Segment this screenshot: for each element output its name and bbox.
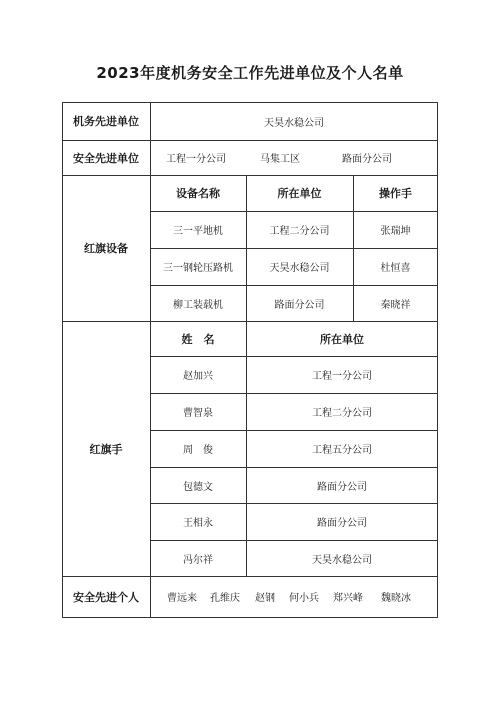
operator-unit: 路面分公司 <box>317 481 367 493</box>
safety-individuals-label: 安全先进个人 <box>73 590 139 604</box>
equipment-name: 三一钢轮压路机 <box>163 263 233 274</box>
operator-unit: 天昊水稳公司 <box>312 554 372 566</box>
safety-individual-name: 曹远来 <box>167 593 197 604</box>
equipment-operator: 秦晓祥 <box>380 299 411 311</box>
safety-individual-name: 魏晓冰 <box>381 593 411 604</box>
operator-unit: 路面分公司 <box>317 518 367 529</box>
equipment-unit: 工程二分公司 <box>269 226 330 237</box>
safety-individual-name: 何小兵 <box>289 593 319 604</box>
safety-unit-item: 马集工区 <box>260 154 300 165</box>
red-flag-operator-label: 红旗手 <box>89 442 123 456</box>
safety-unit-label: 安全先进单位 <box>73 151 139 165</box>
honor-table <box>62 102 438 618</box>
safety-unit-item: 工程一分公司 <box>166 154 226 165</box>
operator-name: 王相永 <box>183 518 213 529</box>
operator-unit-header: 所在单位 <box>320 332 364 346</box>
equipment-operator: 杜恒喜 <box>380 263 411 274</box>
operator-name-header: 姓 名 <box>181 332 215 346</box>
operator-name: 包德文 <box>183 481 213 493</box>
operator-name: 赵加兴 <box>183 371 213 382</box>
operator-unit: 工程五分公司 <box>312 445 372 456</box>
equipment-unit: 路面分公司 <box>274 299 325 311</box>
red-flag-equipment-label: 红旗设备 <box>84 242 128 255</box>
equipment-name: 三一平地机 <box>173 226 223 237</box>
safety-individual-name: 郑兴峰 <box>333 593 363 604</box>
operator-name: 曹智泉 <box>183 408 213 419</box>
equipment-name-header: 设备名称 <box>176 187 220 200</box>
equipment-name: 柳工装载机 <box>173 299 223 311</box>
operator-name: 周 俊 <box>183 445 213 456</box>
safety-individual-name: 赵钢 <box>255 593 275 604</box>
table-border-bottom <box>62 617 438 618</box>
safety-individual-name: 孔维庆 <box>210 593 240 604</box>
advanced-unit-label: 机务先进单位 <box>73 115 139 128</box>
operator-unit: 工程二分公司 <box>312 408 372 419</box>
safety-unit-item: 路面分公司 <box>342 154 392 165</box>
operator-name: 冯尔祥 <box>183 554 213 566</box>
document-title: 2023年度机务安全工作先进单位及个人名单 <box>96 64 404 82</box>
operator-unit: 工程一分公司 <box>312 371 372 382</box>
equipment-unit-header: 所在单位 <box>277 187 322 200</box>
equipment-operator-header: 操作手 <box>379 187 412 200</box>
equipment-operator: 张瑞坤 <box>380 226 411 237</box>
advanced-unit-value: 天昊水稳公司 <box>264 117 324 129</box>
equipment-unit: 天昊水稳公司 <box>269 263 330 274</box>
